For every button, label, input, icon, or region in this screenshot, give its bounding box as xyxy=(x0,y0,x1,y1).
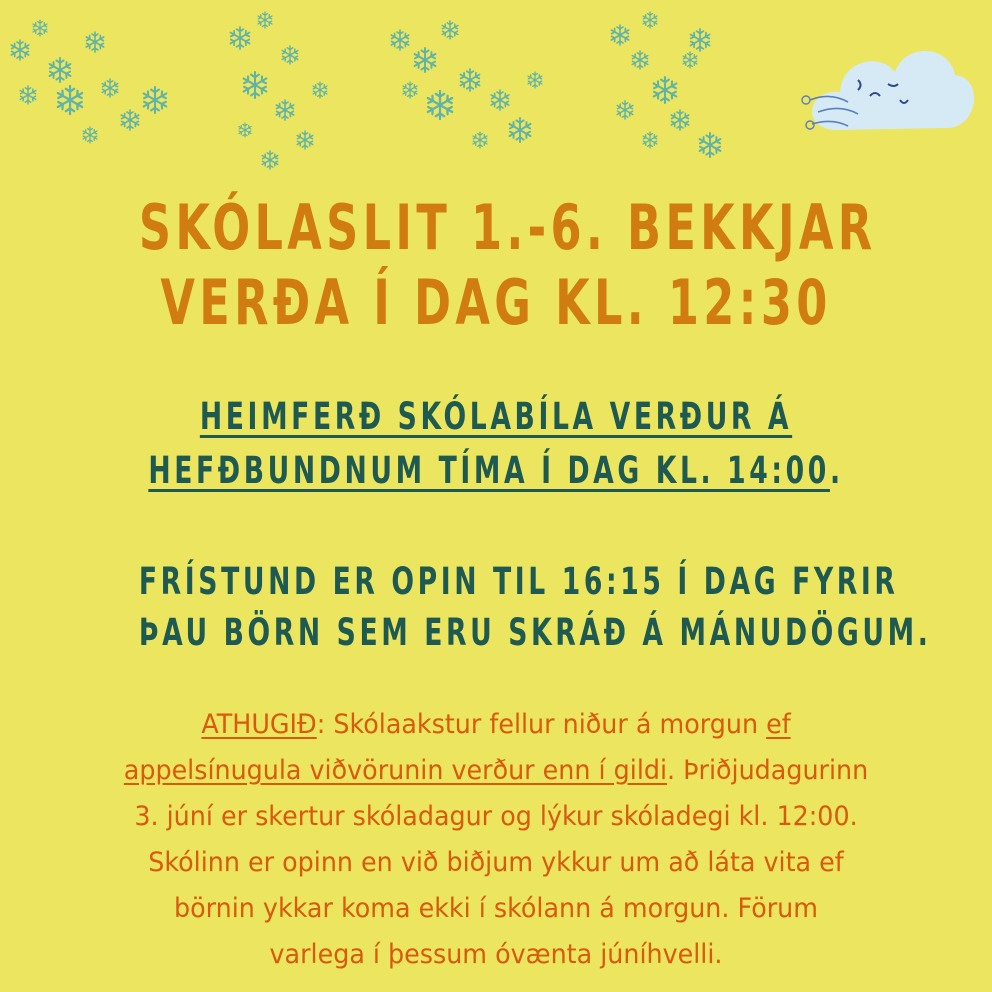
snowflake-icon xyxy=(11,40,28,60)
snowflake-icon xyxy=(415,48,436,72)
snowflake-icon xyxy=(297,131,313,149)
snowflake-icon xyxy=(230,27,249,49)
snowflake-icon xyxy=(58,86,82,114)
title-line-2: VERÐA Í DAG KL. 12:30 xyxy=(160,266,832,339)
snowflake-icon xyxy=(643,12,657,28)
snowflake-icon xyxy=(102,79,118,97)
snowflake-icon xyxy=(391,30,408,50)
snowflake-icon xyxy=(460,69,479,91)
snowflake-icon xyxy=(244,72,267,98)
snowflake-icon xyxy=(86,32,103,52)
wind-cloud-icon xyxy=(802,51,974,130)
snowflake-decoration xyxy=(0,0,992,180)
snowflake-icon xyxy=(611,25,628,45)
snowflake-icon xyxy=(442,21,458,39)
bus-line-1: HEIMFERÐ SKÓLABÍLA VERÐUR Á xyxy=(199,395,793,438)
snowflake-icon xyxy=(276,100,293,120)
snowflake-icon xyxy=(144,87,167,113)
snowflake-icon xyxy=(528,72,542,88)
notice-paragraph: ATHUGIÐ: Skólaakstur fellur niður á morgun ef appelsínugula viðvörunin verður enn í gildi. Þriðjudagurinn 3. júní er skertur skóladagur og lýkur skóladegi kl. 12:00. Skólinn er opinn en við biðjum ykkur um að láta vita ef börnin ykkar koma ekki í skólann á morgun. Förum varlega í þessum óvænta júníhvelli. xyxy=(123,709,869,970)
snowflake-icon xyxy=(643,132,657,148)
snowflake-icon xyxy=(83,127,97,143)
snowflake-icon xyxy=(262,151,278,169)
snowflake-icon xyxy=(700,133,721,157)
snowflake-icon xyxy=(258,12,272,28)
bus-line-2: HEFÐBUNDNUM TÍMA Í DAG KL. 14:00. xyxy=(148,449,844,492)
snowflake-icon xyxy=(50,58,71,82)
snowflake-icon xyxy=(671,110,688,130)
snowflake-icon xyxy=(20,86,36,104)
snowflake-icon xyxy=(617,101,633,119)
snowflake-icon xyxy=(282,46,298,64)
snowflake-icon xyxy=(510,118,531,142)
fristund-line-2: ÞAU BÖRN SEM ERU SKRÁÐ Á MÁNUDÖGUM. xyxy=(138,611,932,654)
snowflake-icon xyxy=(403,82,417,98)
title-line-1: SKÓLASLIT 1.-6. BEKKJAR xyxy=(138,191,877,264)
snowflake-icon xyxy=(239,123,251,137)
snowflake-icon xyxy=(491,90,508,110)
snowflake-icon xyxy=(654,77,677,103)
snowflake-icon xyxy=(428,91,452,119)
snowflake-icon xyxy=(632,51,648,69)
snowflake-icon xyxy=(313,82,327,98)
snowflake-icon xyxy=(121,110,138,130)
notice-label: ATHUGIÐ xyxy=(201,709,317,740)
fristund-line-1: FRÍSTUND ER OPIN TIL 16:15 Í DAG FYRIR xyxy=(138,560,899,603)
snowflake-icon xyxy=(473,132,487,148)
snowflake-icon xyxy=(33,20,47,36)
snowflake-icon xyxy=(683,52,697,68)
snowflake-icon xyxy=(690,29,709,51)
